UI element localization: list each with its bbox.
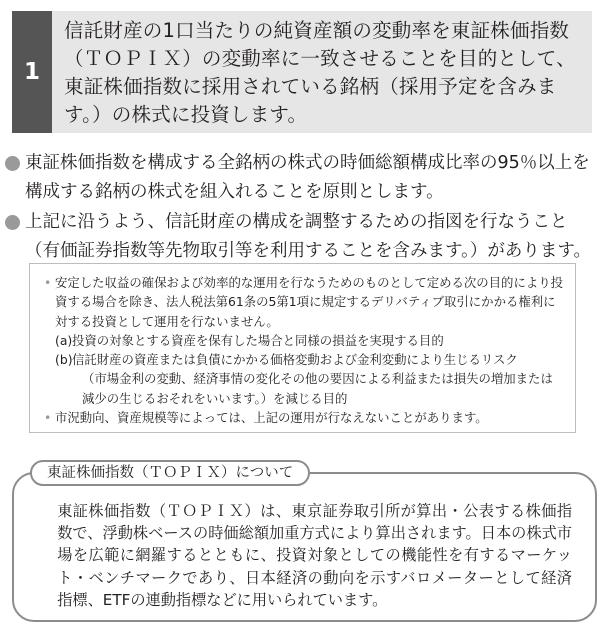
- note-item: [42, 273, 565, 331]
- topix-description-text: 東証株価指数（ＴＯＰＩＸ）は、東京証券取引所が算出・公表する株価指数で、浮動株ベースの時価総額加重方式により算出されます。日本の株式市場を広範に網羅するとともに、投資対象としての機能性を有するマーケット・ベンチマークであり、日本経済の動向を示すバロメーターとして経済指標、ETFの連動指標などに用いられています。: [57, 502, 572, 609]
- policy-text: 信託財産の1口当たりの純資産額の変動率を東証株価指数（ＴＯＰＩＸ）の変動率に一致させることを目的として、東証株価指数に採用されている銘柄（採用予定を含みます。）の株式に投資します。: [64, 19, 576, 126]
- notes-box: [29, 263, 576, 433]
- subitem-continuation: （市場金利の変動、経済事情の変化その他の要因による利益または損失の増加または減少の生じるおそれをいいます。）を減じる目的: [82, 371, 553, 406]
- policy-number: 1: [12, 11, 52, 133]
- bullet-text: 東証株価指数を構成する全銘柄の株式の時価総額構成比率の95％以上を構成する銘柄の株式を組入れることを原則とします。: [25, 153, 590, 202]
- bullet-item: [4, 208, 596, 265]
- investment-policy-box: [12, 11, 592, 133]
- subitem-label: (b): [55, 352, 73, 368]
- bullet-dot-icon: [5, 156, 20, 171]
- note-subitem-a: [42, 331, 565, 350]
- topix-heading: 東証株価指数（ＴＯＰＩＸ）について: [30, 460, 310, 486]
- note-item: [42, 408, 565, 427]
- note-bullet-icon: •: [44, 410, 52, 426]
- subitem-text: 信託財産の資産または負債にかかる価格変動および金利変動により生じるリスク: [72, 352, 518, 368]
- subitem-label: (a): [55, 332, 73, 348]
- note-subitem-b: [42, 350, 565, 408]
- bullet-dot-icon: [5, 215, 20, 230]
- bullet-text: 上記に沿うよう、信託財産の構成を調整するための指図を行なうこと（有価証券指数等先物取引等を利用することを含みます。）があります。: [25, 212, 591, 261]
- note-text: 安定した収益の確保および効率的な運用を行なうためのものとして定める次の目的により投資する場合を除き、法人税法第61条の5第1項に規定するデリバティブ取引にかかる権利に対する投資として運用を行ないません。: [55, 275, 564, 329]
- subitem-text: 投資の対象とする資産を保有した場合と同様の損益を実現する目的: [72, 332, 444, 348]
- note-text: 市況動向、資産規模等によっては、上記の運用が行なえないことがあります。: [55, 410, 488, 426]
- topix-description: [42, 500, 572, 611]
- policy-bullets: [4, 149, 596, 267]
- bullet-item: [4, 149, 596, 206]
- note-bullet-icon: •: [44, 275, 52, 290]
